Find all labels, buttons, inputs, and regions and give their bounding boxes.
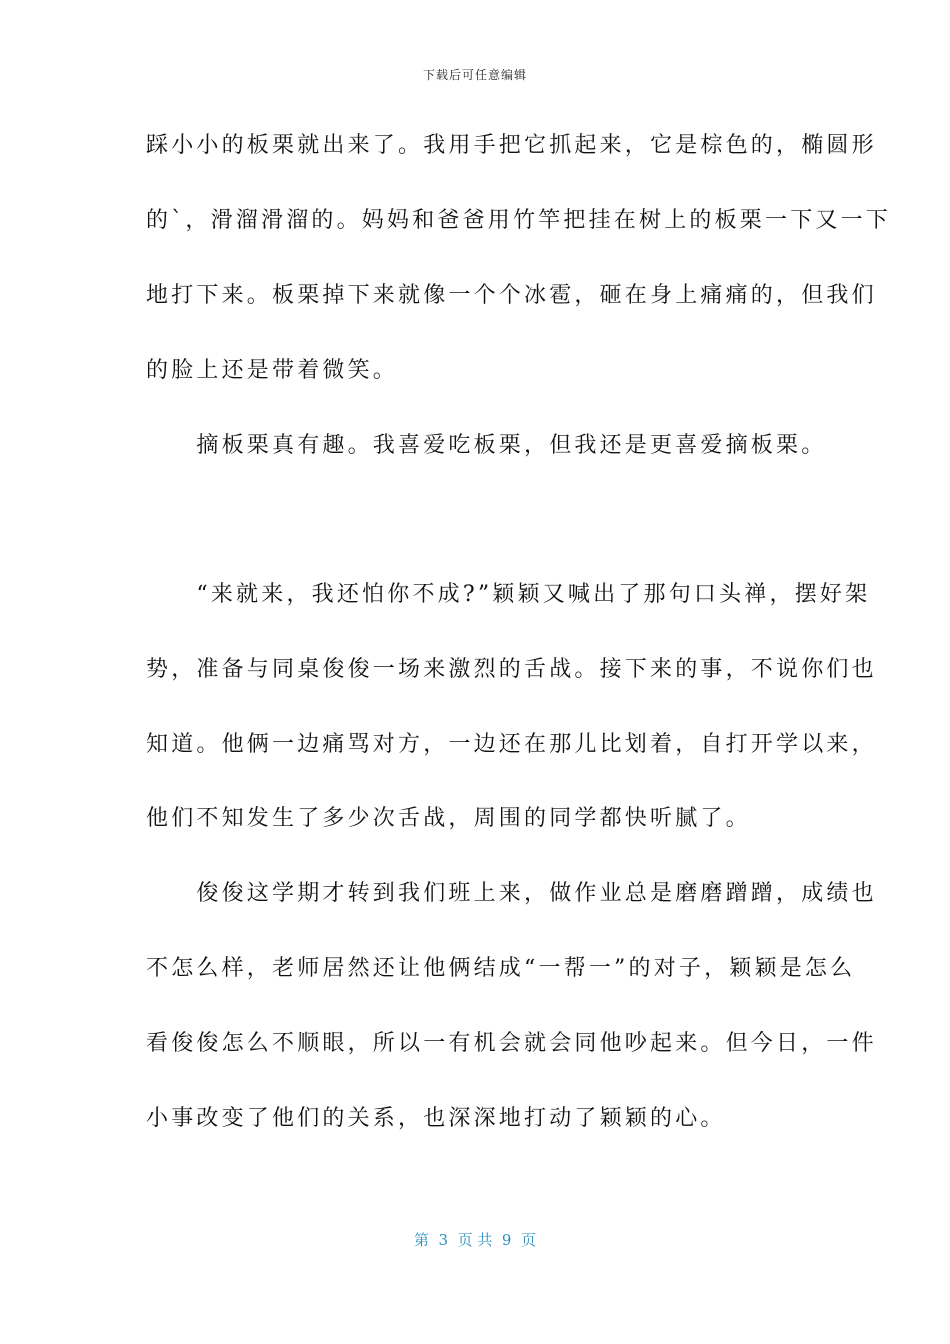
- text-line: 俊俊这学期才转到我们班上来，做作业总是磨磨蹭蹭，成绩也: [146, 881, 877, 906]
- page-header: 下载后可任意编辑: [422, 68, 527, 82]
- text-line: 踩小小的板栗就出来了。我用手把它抓起来，它是棕色的，椭圆形: [146, 133, 877, 158]
- page-number-footer: 第 3 页 共 9 页: [414, 1231, 536, 1249]
- text-line: 势，准备与同桌俊俊一场来激烈的舌战。接下来的事，不说你们也: [146, 657, 877, 682]
- text-line: 他们不知发生了多少次舌战，周围的同学都快听腻了。: [146, 806, 751, 831]
- text-line: “来就来，我还怕你不成?”颖颖又喊出了那句口头禅，摆好架: [146, 582, 871, 607]
- text-line: 知道。他俩一边痛骂对方，一边还在那儿比划着，自打开学以来，: [146, 732, 877, 757]
- text-line: 看俊俊怎么不顺眼，所以一有机会就会同他吵起来。但今日，一件: [146, 1031, 877, 1056]
- text-line: 摘板栗真有趣。我喜爱吃板栗，但我还是更喜爱摘板栗。: [146, 433, 827, 458]
- text-line: 地打下来。板栗掉下来就像一个个冰雹，砸在身上痛痛的，但我们: [146, 283, 877, 308]
- text-line: 小事改变了他们的关系，也深深地打动了颖颖的心。: [146, 1106, 726, 1131]
- text-line: 不怎么样，老师居然还让他俩结成“一帮一”的对子，颖颖是怎么: [146, 956, 856, 981]
- text-line: 的脸上还是带着微笑。: [146, 358, 399, 383]
- text-line: 的`，滑溜滑溜的。妈妈和爸爸用竹竿把挂在树上的板栗一下又一下: [146, 208, 892, 233]
